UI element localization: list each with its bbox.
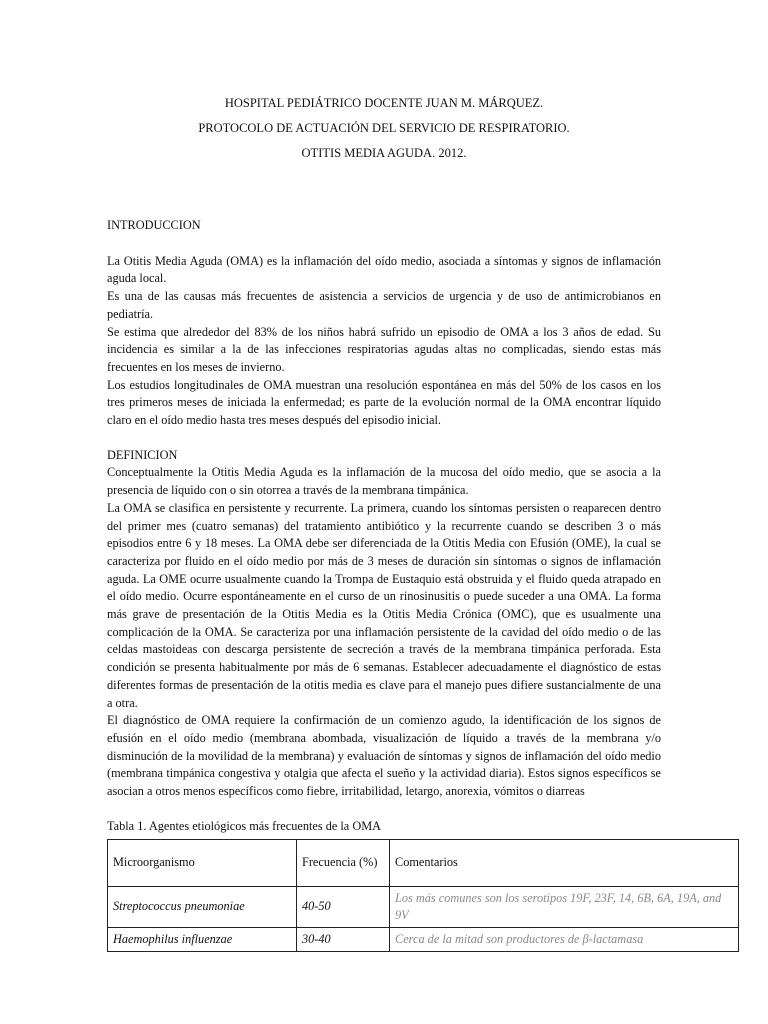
definition-paragraph: Conceptualmente la Otitis Media Aguda es la inflamación de la mucosa del oído medio, que se asocia a la presencia de líquido con o sin otorrea a través de la membrana timpánica. (107, 465, 661, 498)
table-caption: Tabla 1. Agentes etiológicos más frecuentes de la OMA (107, 818, 382, 833)
table-row (108, 886, 739, 927)
section-heading-introduccion: INTRODUCCION (107, 218, 201, 232)
document-body (107, 217, 722, 952)
protocol-title: PROTOCOLO DE ACTUACIÓN DEL SERVICIO DE RESPIRATORIO. (198, 121, 570, 135)
document-subtitle: OTITIS MEDIA AGUDA. 2012. (301, 146, 467, 160)
cell-organism: Haemophilus influenzae (108, 927, 297, 951)
definition-paragraph: El diagnóstico de OMA requiere la confirmación de un comienzo agudo, la identificación de los signos de efusión en el oído medio (membrana abombada, visualización de líquido a través de la membrana y/o disminución de la movilidad de la membrana) y evaluación de síntomas y signos de inflamación del oído medio (membrana timpánica congestiva y otalgia que afecta el sueño y la actividad diaria). Estos signos específicos se asocian a otros menos específicos como fiebre, irritabilidad, letargo, anorexia, vómitos o diarreas (107, 713, 661, 799)
definition-paragraph: La OMA se clasifica en persistente y recurrente. La primera, cuando los síntomas persisten o reaparecen dentro del primer mes (cuatro semanas) del tratamiento antibiótico y la recurrente cuando se describen 3 o más episodios entre 6 y 18 meses. La OMA debe ser diferenciada de la Otitis Media con Efusión (OME), la cual se caracteriza por fluido en el oído medio por más de 3 meses de duración sin síntomas o signos de inflamación aguda. La OME ocurre usualmente cuando la Trompa de Eustaquio está obstruida y el fluido queda atrapado en el oído medio. Ocurre espontáneamente en el curso de un rinosinusitis o puede suceder a una OMA. La forma más grave de presentación de la Otitis Media es la Otitis Media Crónica (OMC), que es usualmente una complicación de la OMA. Se caracteriza por una inflamación persistente de la cavidad del oído medio o de las celdas mastoideas con descarga persistente de secreción a través de la membrana timpánica perforada. Esta condición se presenta habitualmente por más de 6 semanas. Establecer adecuadamente el diagnóstico de estas diferentes formas de presentación de la otitis media es clave para el manejo pues difiere sustancialmente de una a otra. (107, 500, 661, 710)
table-header-row (108, 839, 739, 886)
cell-comment: Los más comunes son los serotipos 19F, 23F, 14, 6B, 6A, 19A, and 9V (390, 886, 739, 927)
intro-paragraph: Es una de las causas más frecuentes de asistencia a servicios de urgencia y de uso de antimicrobianos en pediatría. (107, 289, 661, 321)
cell-frequency: 40-50 (297, 886, 390, 927)
column-header-frequency: Frecuencia (%) (297, 839, 390, 886)
etiologic-agents-table (107, 839, 739, 952)
section-heading-definicion: DEFINICION (107, 447, 178, 462)
table-row (108, 927, 739, 951)
cell-comment: Cerca de la mitad son productores de β-lactamasa (390, 927, 739, 951)
cell-organism: Streptococcus pneumoniae (108, 886, 297, 927)
column-header-microorganism: Microorganismo (108, 839, 297, 886)
document-header (0, 91, 768, 166)
intro-paragraph: Los estudios longitudinales de OMA muestran una resolución espontánea en más del 50% de los casos en los tres primeros meses de iniciada la enfermedad; es parte de la evolución normal de la OMA encontrar líquido claro en el oído medio hasta tres meses después del episodio inicial. (107, 377, 661, 428)
intro-paragraph: La Otitis Media Aguda (OMA) es la inflamación del oído medio, asociada a síntomas y signos de inflamación aguda local. (107, 253, 661, 286)
intro-paragraph: Se estima que alrededor del 83% de los niños habrá sufrido un episodio de OMA a los 3 años de edad. Su incidencia es similar a la de las infecciones respiratorias agudas altas no complicadas, siendo estas más frecuentes en los meses de invierno. (107, 324, 661, 374)
column-header-comments: Comentarios (390, 839, 739, 886)
hospital-name: HOSPITAL PEDIÁTRICO DOCENTE JUAN M. MÁRQUEZ. (224, 96, 544, 110)
cell-frequency: 30-40 (297, 927, 390, 951)
